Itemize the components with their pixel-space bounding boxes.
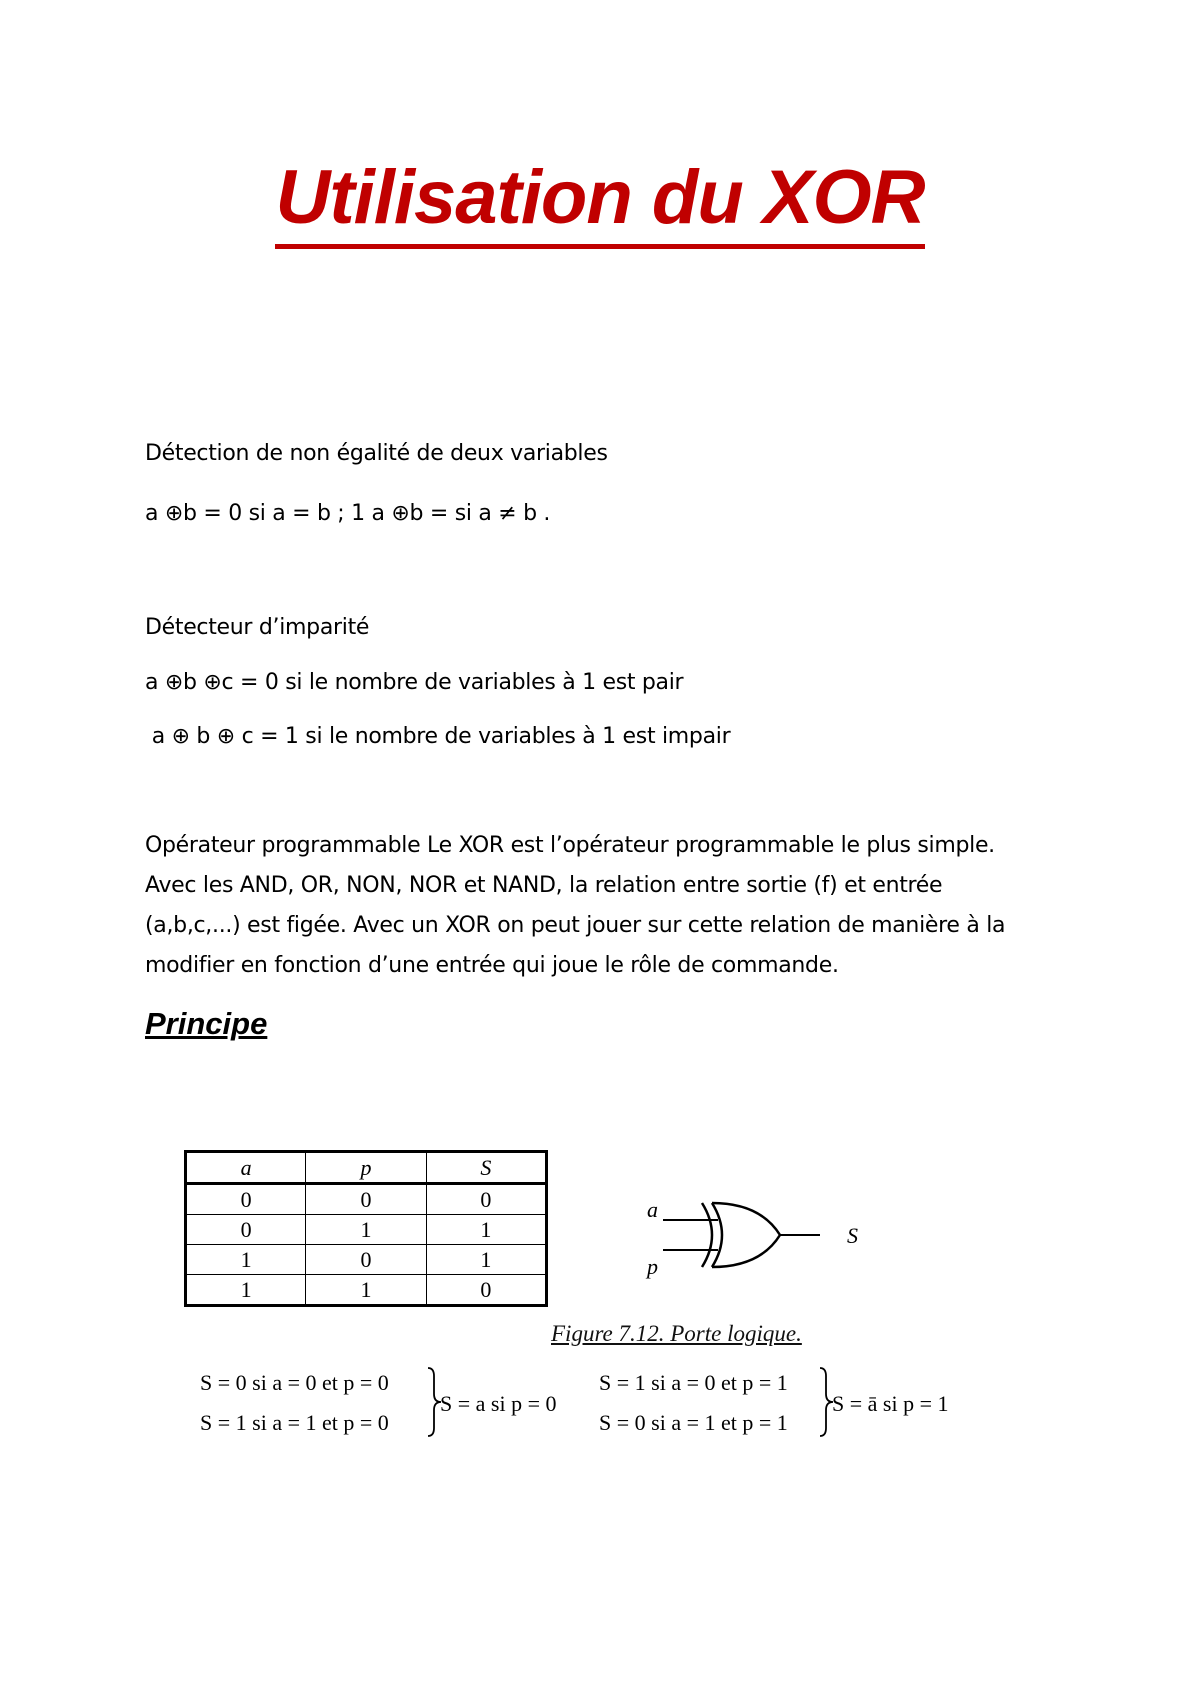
- table-cell: 1: [306, 1275, 426, 1306]
- section-heading-imparite: Détecteur d’imparité: [145, 615, 370, 640]
- page-title: Utilisation du XOR: [0, 160, 1200, 236]
- column-header-a: a: [186, 1152, 306, 1184]
- equation-result: S = a si p = 0: [440, 1391, 557, 1416]
- table-cell: 0: [306, 1184, 426, 1215]
- gate-input-p-label: p: [647, 1254, 658, 1279]
- equation-line: S = 1 si a = 1 et p = 0: [200, 1410, 389, 1435]
- table-cell: 1: [426, 1215, 546, 1245]
- column-header-p: p: [306, 1152, 426, 1184]
- operateur-programmable-paragraph: [145, 826, 1075, 986]
- table-row: [186, 1184, 547, 1215]
- gate-input-a-label: a: [647, 1197, 658, 1222]
- paragraph-line: Avec les AND, OR, NON, NOR et NAND, la relation entre sortie (f) et entrée: [145, 873, 943, 898]
- xor-gate-icon: [640, 1188, 840, 1278]
- paragraph-line: modifier en fonction d’une entrée qui joue le rôle de commande.: [145, 953, 839, 978]
- paragraph-line: (a,b,c,...) est figée. Avec un XOR on peut jouer sur cette relation de manière à la: [145, 913, 1006, 938]
- table-cell: 1: [186, 1245, 306, 1275]
- table-cell: 0: [426, 1275, 546, 1306]
- gate-output-s-label: S: [847, 1223, 858, 1248]
- figure-caption: Figure 7.12. Porte logique.: [551, 1321, 802, 1346]
- table-cell: 0: [426, 1184, 546, 1215]
- table-row: [186, 1275, 547, 1306]
- equation-line: S = 0 si a = 0 et p = 0: [200, 1370, 389, 1395]
- table-header-row: [186, 1152, 547, 1184]
- formula-non-egalite: a ⊕b = 0 si a = b ; 1 a ⊕b = si a ≠ b .: [145, 501, 551, 526]
- table-cell: 0: [186, 1184, 306, 1215]
- section-heading-non-egalite: Détection de non égalité de deux variables: [145, 441, 608, 466]
- equation-line: S = 0 si a = 1 et p = 1: [599, 1410, 788, 1435]
- table-cell: 0: [306, 1245, 426, 1275]
- table-row: [186, 1215, 547, 1245]
- principe-heading: Principe: [145, 1006, 268, 1041]
- truth-table: [184, 1150, 548, 1307]
- formula-pair: a ⊕b ⊕c = 0 si le nombre de variables à 1 est pair: [145, 670, 684, 695]
- formula-impair: a ⊕ b ⊕ c = 1 si le nombre de variables à 1 est impair: [145, 724, 731, 749]
- column-header-s: S: [426, 1152, 546, 1184]
- table-cell: 1: [426, 1245, 546, 1275]
- table-row: [186, 1245, 547, 1275]
- paragraph-line: Opérateur programmable Le XOR est l’opérateur programmable le plus simple.: [145, 833, 995, 858]
- table-cell: 0: [186, 1215, 306, 1245]
- table-cell: 1: [306, 1215, 426, 1245]
- equation-line: S = 1 si a = 0 et p = 1: [599, 1370, 788, 1395]
- table-cell: 1: [186, 1275, 306, 1306]
- equation-result: S = ā si p = 1: [832, 1391, 949, 1416]
